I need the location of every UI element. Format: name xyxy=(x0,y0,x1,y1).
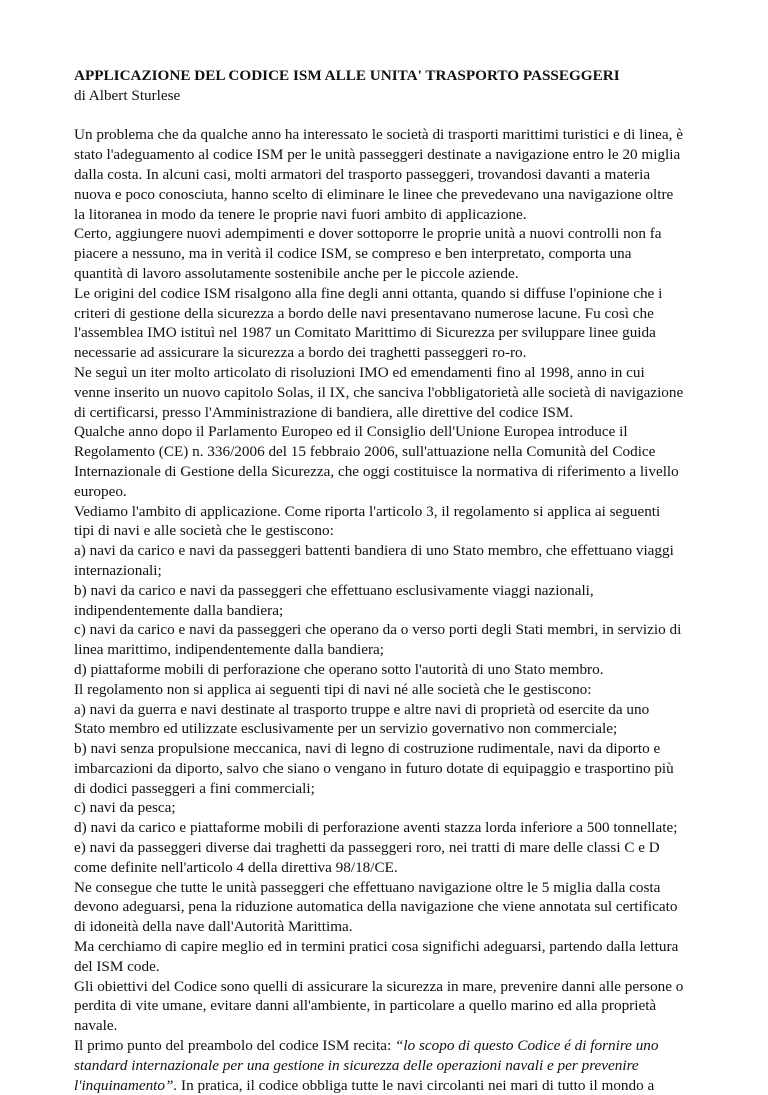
body-line: Certo, aggiungere nuovi adempimenti e dover sottoporre le proprie unità a nuovi controlli non fa xyxy=(74,225,662,243)
body-line: Le origini del codice ISM risalgono alla fine degli anni ottanta, quando si diffuse l'opinione che i xyxy=(74,284,663,302)
body-line: devono adeguarsi, pena la riduzione automatica della navigazione che viene annotata sul certificato xyxy=(74,898,678,916)
body-line: dalla costa. In alcuni casi, molti armatori del trasporto passeggeri, trovandosi davanti a materia xyxy=(74,165,651,183)
body-line: di idoneità della nave dall'Autorità Marittima. xyxy=(74,918,353,936)
body-line: del ISM code. xyxy=(74,957,160,975)
body-line: di certificarsi, presso l'Amministrazione di bandiera, alle direttive del codice ISM. xyxy=(74,403,574,421)
body-line: Un problema che da qualche anno ha interessato le società di trasporti marittimi turistici e di linea, è xyxy=(74,126,683,144)
body-line: c) navi da carico e navi da passeggeri che operano da o verso porti degli Stati membri, in servizio di xyxy=(74,621,682,639)
body-line: la litoranea in modo da tenere le proprie navi fuori ambito di applicazione. xyxy=(74,205,527,223)
body-line: Ma cerchiamo di capire meglio ed in termini pratici cosa significhi adeguarsi, partendo dalla lettura xyxy=(74,938,679,956)
quote-intro: Il primo punto del preambolo del codice ISM recita: xyxy=(74,1037,395,1055)
quote-after-text: In pratica, il codice obbliga tutte le navi circolanti nei mari di tutto il mondo a xyxy=(177,1076,655,1094)
body-line: d) navi da carico e piattaforme mobili di perforazione aventi stazza lorda inferiore a 500 tonnellate; xyxy=(74,819,678,837)
body-line: stato l'adeguamento al codice ISM per le unità passeggeri destinate a navigazione entro le 20 miglia xyxy=(74,146,681,164)
body-line: Gli obiettivi del Codice sono quelli di assicurare la sicurezza in mare, prevenire danni alle persone o xyxy=(74,977,684,995)
body-line: c) navi da pesca; xyxy=(74,799,176,817)
body-line: imbarcazioni da diporto, salvo che siano o vengano in futuro dotate di equipaggio e trasportino più xyxy=(74,759,674,777)
body-line: Stato membro ed utilizzate esclusivamente per un servizio governativo non commerciale; xyxy=(74,720,618,738)
body-line: venne inserito un nuovo capitolo Solas, il IX, che sanciva l'obbligatorietà alle società di navigazione xyxy=(74,383,684,401)
body-line: di dodici passeggeri a fini commerciali; xyxy=(74,779,315,797)
quote-text-3: l'inquinamento”. xyxy=(74,1076,178,1094)
body-line: nuova e poco conosciuta, hanno scelto di eliminare le linee che prevedevano una navigazione oltre xyxy=(74,185,674,203)
body-line: internazionali; xyxy=(74,561,162,579)
body-line: europeo. xyxy=(74,482,127,500)
quote-line-1 xyxy=(74,1036,706,1056)
body-line: Ne consegue che tutte le unità passeggeri che effettuano navigazione oltre le 5 miglia dalla costa xyxy=(74,878,661,896)
body-line: Qualche anno dopo il Parlamento Europeo ed il Consiglio dell'Unione Europea introduce il xyxy=(74,423,628,441)
body-line: Il regolamento non si applica ai seguenti tipi di navi né alle società che le gestiscono: xyxy=(74,680,592,698)
body-line: perdita di vite umane, evitare danni all'ambiente, in particolare a quello marino ed alla proprietà xyxy=(74,997,657,1015)
body-line: linea marittimo, indipendentemente dalla bandiera; xyxy=(74,641,384,659)
body-line: b) navi senza propulsione meccanica, navi di legno di costruzione rudimentale, navi da diporto e xyxy=(74,740,661,758)
quote-line-2 xyxy=(74,1056,706,1076)
body-line: e) navi da passeggeri diverse dai traghetti da passeggeri roro, nei tratti di mare delle classi C e D xyxy=(74,839,660,857)
body-line: navale. xyxy=(74,1017,118,1035)
quote-text-2: standard internazionale per una gestione in sicurezza delle operazioni navali e per prevenire xyxy=(74,1056,639,1074)
body-line: a) navi da guerra e navi destinate al trasporto truppe e altre navi di proprietà od esercite da uno xyxy=(74,700,650,718)
body-line: quantità di lavoro assolutamente sostenibile anche per le piccole aziende. xyxy=(74,264,519,282)
body-line: tipi di navi e alle società che le gestiscono: xyxy=(74,522,334,540)
body-line: Vediamo l'ambito di applicazione. Come riporta l'articolo 3, il regolamento si applica ai seguenti xyxy=(74,502,661,520)
body-line: Ne seguì un iter molto articolato di risoluzioni IMO ed emendamenti fino al 1998, anno in cui xyxy=(74,363,645,381)
body-line: d) piattaforme mobili di perforazione che operano sotto l'autorità di uno Stato membro. xyxy=(74,660,604,678)
body-line: a) navi da carico e navi da passeggeri battenti bandiera di uno Stato membro, che effettuano viaggi xyxy=(74,542,674,560)
quote-text-1: “lo scopo di questo Codice é di fornire uno xyxy=(394,1037,659,1055)
quote-line-3 xyxy=(74,1076,706,1095)
body-line: piacere a nessuno, ma in verità il codice ISM, se compreso e ben interpretato, comporta una xyxy=(74,245,632,263)
document-page xyxy=(74,66,706,1095)
body-line: Regolamento (CE) n. 336/2006 del 15 febbraio 2006, sull'attuazione nella Comunità del Codice xyxy=(74,443,656,461)
document-author: di Albert Sturlese xyxy=(74,86,181,104)
body-line: l'assemblea IMO istituì nel 1987 un Comitato Marittimo di Sicurezza per sviluppare linee guida xyxy=(74,324,656,342)
body-line: come definite nell'articolo 4 della direttiva 98/18/CE. xyxy=(74,858,398,876)
document-body xyxy=(74,125,706,1036)
body-line: criteri di gestione della sicurezza a bordo delle navi presentavano numerose lacune. Fu così che xyxy=(74,304,654,322)
body-line: b) navi da carico e navi da passeggeri che effettuano esclusivamente viaggi nazionali, xyxy=(74,581,594,599)
body-line: indipendentemente dalla bandiera; xyxy=(74,601,284,619)
body-line: Internazionale di Gestione della Sicurezza, che oggi costituisce la normativa di riferimento a livello xyxy=(74,462,679,480)
body-line: necessarie ad assicurare la sicurezza a bordo dei traghetti passeggeri ro-ro. xyxy=(74,344,527,362)
document-title: APPLICAZIONE DEL CODICE ISM ALLE UNITA' TRASPORTO PASSEGGERI xyxy=(74,67,620,84)
